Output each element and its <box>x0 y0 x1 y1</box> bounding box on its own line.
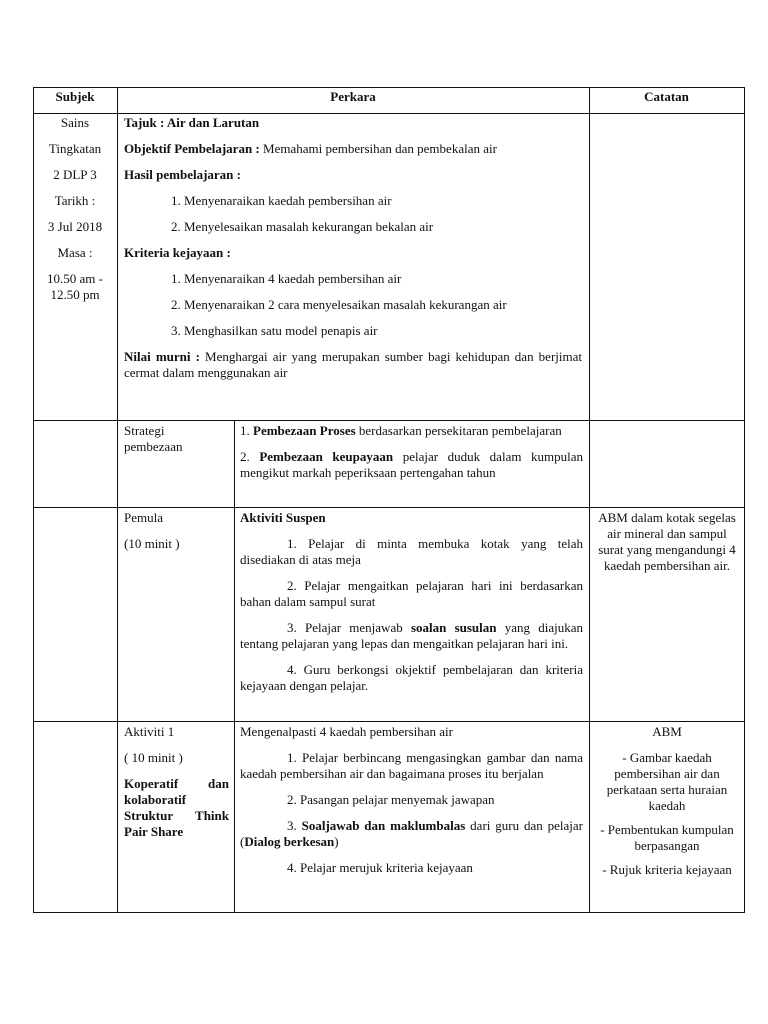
activity-step: 1. Pelajar berbincang mengasingkan gambar dan nama kaedah pembersihan air dan bagaimana proses itu berjalan <box>240 750 583 781</box>
success-criteria-item: 1. Menyenaraikan 4 kaedah pembersihan air <box>171 271 402 286</box>
topic-value: Air dan Larutan <box>164 115 260 130</box>
subject-name: Sains <box>60 115 90 130</box>
learning-outcome-item: 1. Menyenaraikan kaedah pembersihan air <box>171 193 392 208</box>
differentiation-strategies <box>240 423 583 481</box>
row1-divider <box>33 420 745 421</box>
header-catatan: Catatan <box>644 89 689 104</box>
opening-stage <box>124 510 229 552</box>
stage-label: Aktiviti 1 <box>124 724 175 739</box>
table-border-bottom <box>33 912 745 913</box>
time-start: 10.50 am - <box>47 271 103 286</box>
subject-details <box>33 115 117 303</box>
moral-values <box>124 349 582 381</box>
table-border-right <box>744 87 745 913</box>
table-border-top <box>33 87 745 88</box>
lesson-plan-table <box>33 87 745 913</box>
form-label: Tingkatan <box>48 141 102 156</box>
activity-step: 2. Pelajar mengaitkan pelajaran hari ini berdasarkan bahan dalam sampul surat <box>240 578 583 609</box>
opening-activities <box>240 510 583 694</box>
objective-value: Memahami pembersihan dan pembekalan air <box>259 141 497 156</box>
objective-line <box>124 141 582 167</box>
row2-divider <box>33 507 745 508</box>
topic-label: Tajuk : <box>124 115 165 130</box>
activity-step: 4. Pelajar merujuk kriteria kejayaan <box>287 860 473 875</box>
success-criteria-item: 3. Menghasilkan satu model penapis air <box>171 323 378 338</box>
objective-label: Objektif Pembelajaran : <box>124 141 260 156</box>
activity-title: Aktiviti Suspen <box>240 510 326 525</box>
class-name: 2 DLP 3 <box>53 167 97 182</box>
activity-step: 3. Soaljawab dan maklumbalas dari guru dan pelajar (Dialog berkesan) <box>240 818 583 849</box>
activity-step: 4. Guru berkongsi okjektif pembelajaran dan kriteria kejayaan dengan pelajar. <box>240 662 583 693</box>
note-item: - Rujuk kriteria kejayaan <box>602 862 732 877</box>
success-criteria-item: 2. Menyenaraikan 2 cara menyelesaikan masalah kekurangan air <box>171 297 507 312</box>
moral-values-label: Nilai murni : <box>124 349 200 364</box>
strategy-item: 2. Pembezaan keupayaan pelajar duduk dalam kumpulan mengikut markah peperiksaan pertengahan tahun <box>240 449 584 480</box>
date-label: Tarikh : <box>54 193 96 208</box>
activity-step: 3. Pelajar menjawab soalan susulan yang diajukan tentang pelajaran yang lepas dan mengaitkan pelajaran hari ini. <box>240 620 584 651</box>
stage-duration: (10 minit ) <box>124 536 180 551</box>
moral-values-text: Menghargai air yang merupakan sumber bagi kehidupan dan berjimat cermat dalam menggunakan air <box>124 349 582 380</box>
col2-divider <box>589 87 590 913</box>
note-item: - Pembentukan kumpulan berpasangan <box>600 822 734 853</box>
activity-one-note <box>594 724 740 878</box>
header-subjek: Subjek <box>55 89 95 104</box>
activity-step: 1. Pelajar di minta membuka kotak yang telah disediakan di atas meja <box>240 536 583 567</box>
time-label: Masa : <box>57 245 93 260</box>
note-item: - Gambar kaedah pembersihan air dan perkataan serta huraian kaedah <box>606 750 728 813</box>
learning-outcome-label: Hasil pembelajaran : <box>124 167 241 182</box>
success-criteria-label: Kriteria kejayaan : <box>124 245 231 260</box>
activity-one-stage <box>124 724 229 840</box>
row3-divider <box>33 721 745 722</box>
date-value: 3 Jul 2018 <box>47 219 103 234</box>
time-end: 12.50 pm <box>50 287 100 302</box>
opening-note: ABM dalam kotak segelas air mineral dan sampul surat yang mengandungi 4 kaedah pembersihan air. <box>598 510 736 573</box>
header-perkara: Perkara <box>330 89 376 104</box>
stage-label: Pemula <box>124 510 163 525</box>
note-title: ABM <box>652 724 682 739</box>
col-split-divider <box>234 420 235 913</box>
topic-line <box>124 115 582 141</box>
header-divider <box>33 113 745 114</box>
learning-outcome-item: 2. Menyelesaikan masalah kekurangan bekalan air <box>171 219 434 234</box>
strategy-label: Strategi pembezaan <box>124 423 183 454</box>
activity-title: Mengenalpasti 4 kaedah pembersihan air <box>240 724 453 739</box>
strategy-item: 1. Pembezaan Proses berdasarkan persekitaran pembelajaran <box>240 423 562 438</box>
col1-divider <box>117 87 118 913</box>
lesson-overview <box>124 115 582 381</box>
activity-one-steps <box>240 724 583 876</box>
stage-duration: ( 10 minit ) <box>124 750 183 765</box>
teaching-strategy: Koperatif dan kolaboratif Struktur Think Pair Share <box>124 776 229 839</box>
activity-step: 2. Pasangan pelajar menyemak jawapan <box>287 792 495 807</box>
